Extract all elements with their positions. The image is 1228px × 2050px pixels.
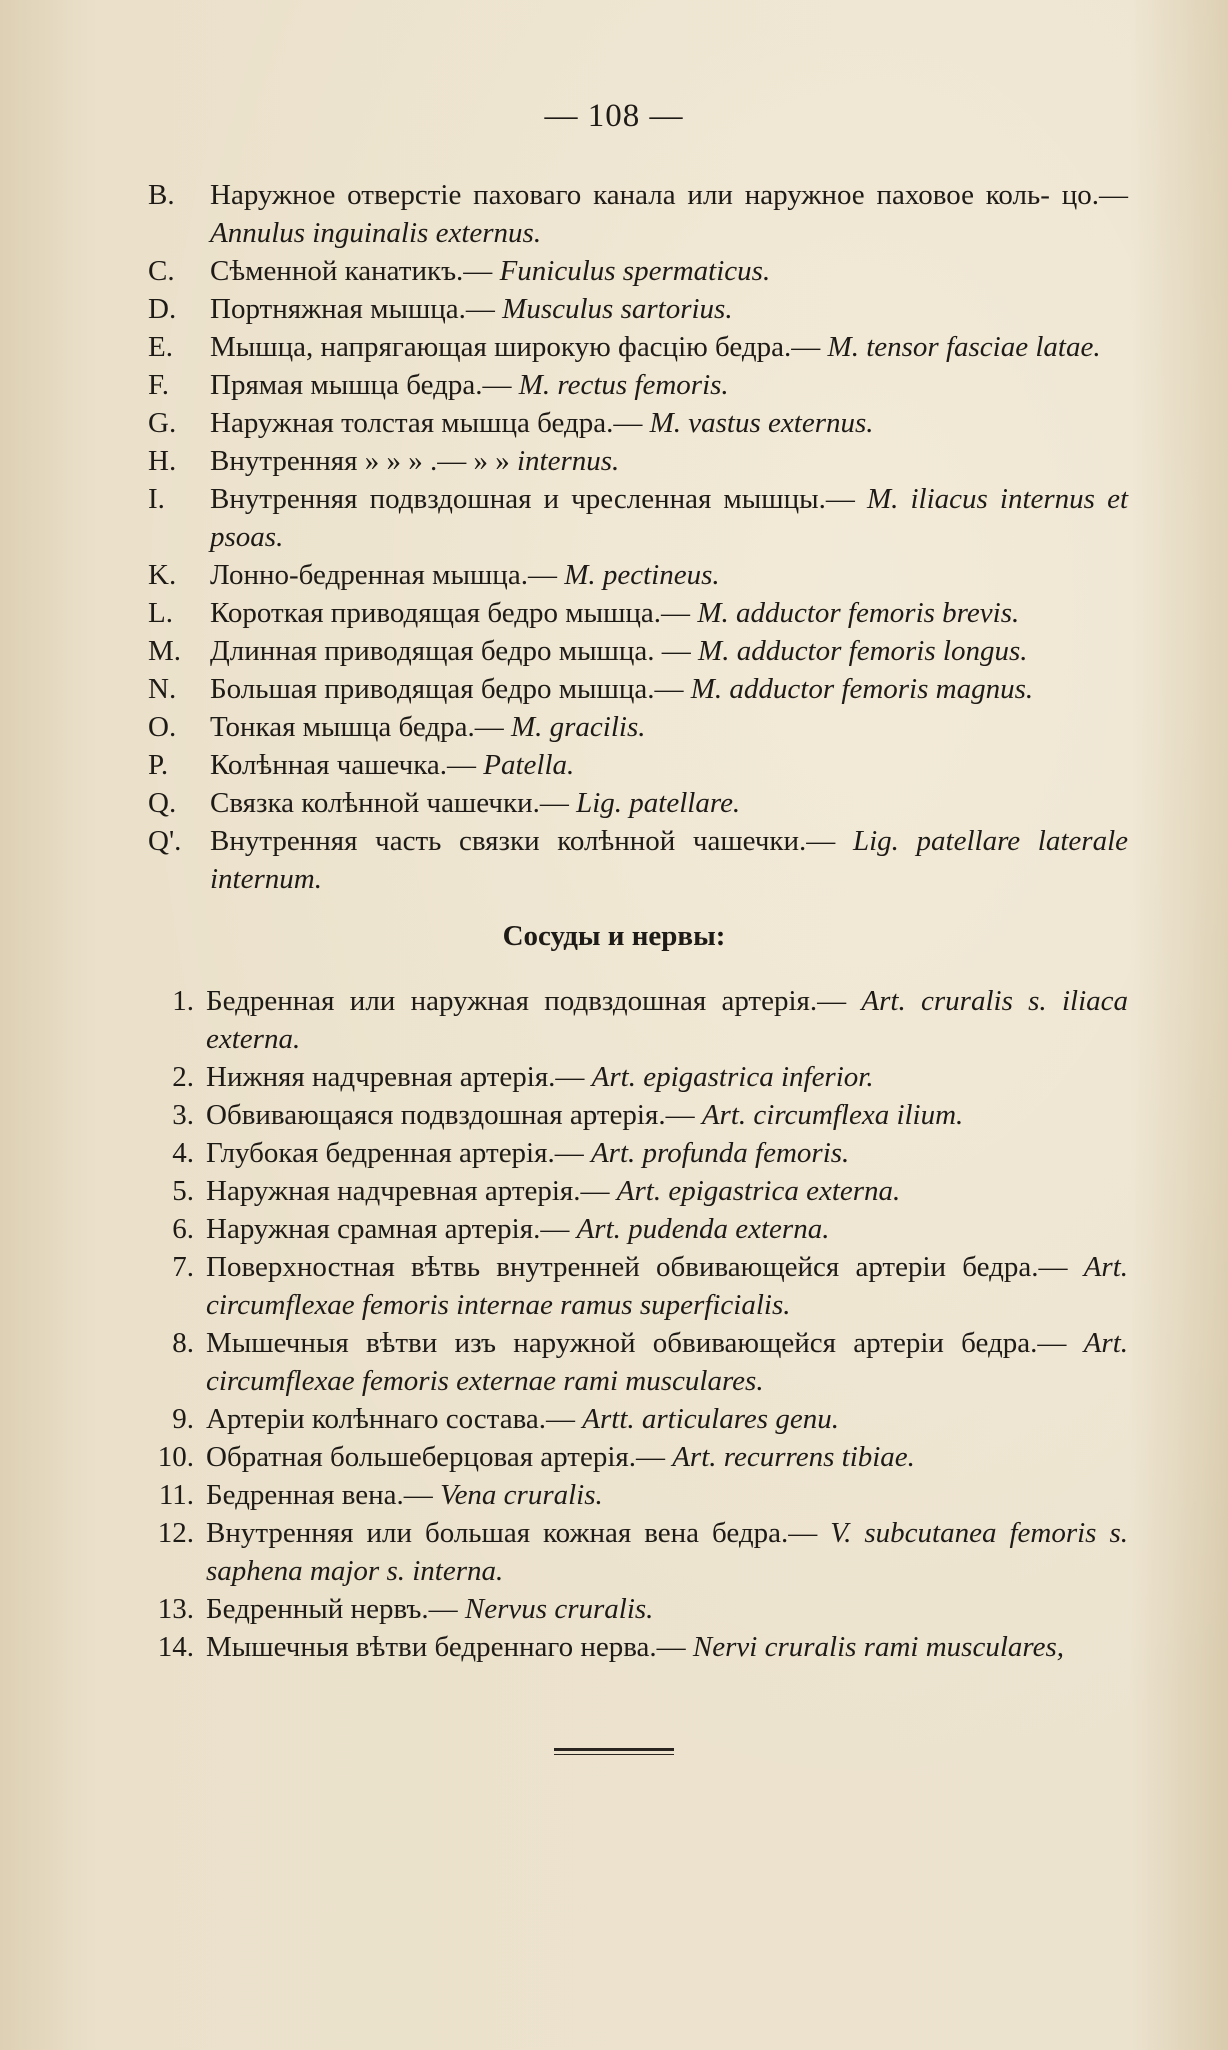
entry-label: F.	[148, 369, 170, 401]
lettered-entry	[148, 822, 1128, 898]
entry-text	[210, 746, 1128, 784]
latin-term: Nervi cruralis rami musculares,	[692, 1631, 1064, 1663]
entry-label: P.	[148, 749, 169, 781]
entry-text	[210, 328, 1128, 366]
latin-term: Lig. patellare laterale internum.	[210, 825, 1128, 895]
numbered-entry	[140, 1476, 1128, 1514]
russian-term: Обратная большеберцовая артерія.—	[206, 1441, 665, 1473]
entry-text	[206, 1248, 1128, 1324]
latin-term: Art. profunda femoris.	[590, 1137, 850, 1169]
numbered-entry	[140, 1324, 1128, 1400]
entry-label: Q.	[148, 787, 177, 819]
lettered-legend-list	[148, 176, 1128, 898]
russian-term: Мышечныя вѣтви бедреннаго нерва.—	[206, 1631, 686, 1663]
entry-label: I.	[148, 483, 165, 515]
entry-label: 7.	[172, 1251, 194, 1283]
numbered-entry	[140, 1514, 1128, 1590]
entry-text	[206, 1058, 1128, 1096]
lettered-entry	[148, 366, 1128, 404]
latin-term: M. adductor femoris brevis.	[697, 597, 1020, 629]
entry-label: 6.	[172, 1213, 194, 1245]
latin-term: Art. epigastrica inferior.	[591, 1061, 874, 1093]
russian-term: Наружная толстая мышца бедра.—	[210, 407, 643, 439]
entry-text	[206, 1134, 1128, 1172]
entry-text	[210, 822, 1128, 898]
entry-label: D.	[148, 293, 177, 325]
latin-term: Funiculus spermaticus.	[499, 255, 771, 287]
russian-term: Прямая мышца бедра.—	[210, 369, 512, 401]
entry-text	[206, 1324, 1128, 1400]
russian-term: Бедренная вена.—	[206, 1479, 433, 1511]
latin-term: Art. pudenda externa.	[576, 1213, 830, 1245]
russian-term: Длинная приводящая бедро мышца. —	[210, 635, 691, 667]
numbered-entry	[140, 1438, 1128, 1476]
entry-text	[210, 366, 1128, 404]
lettered-entry	[148, 404, 1128, 442]
russian-term: Внутренняя » » » .— » »	[210, 445, 510, 477]
latin-term: M. adductor femoris longus.	[698, 635, 1028, 667]
russian-term: Колѣнная чашечка.—	[210, 749, 477, 781]
entry-text	[210, 252, 1128, 290]
latin-term: M. pectineus.	[564, 559, 720, 591]
numbered-entry	[140, 1058, 1128, 1096]
entry-text	[210, 176, 1128, 252]
latin-term: Art. circumflexae femoris internae ramus superficialis.	[206, 1251, 1129, 1321]
latin-term: Patella.	[483, 749, 575, 781]
entry-text	[210, 404, 1128, 442]
entry-label: B.	[148, 179, 175, 211]
entry-label: H.	[148, 445, 177, 477]
latin-term: M. vastus externus.	[649, 407, 874, 439]
russian-term: Внутренняя или большая кожная вена бедра.—	[206, 1517, 818, 1549]
entry-text	[206, 1438, 1128, 1476]
lettered-entry	[148, 442, 1128, 480]
entry-label: O.	[148, 711, 177, 743]
lettered-entry	[148, 746, 1128, 784]
entry-label: 3.	[172, 1099, 194, 1131]
lettered-entry	[148, 784, 1128, 822]
entry-text	[210, 556, 1128, 594]
entry-label: C.	[148, 255, 175, 287]
entry-label: Q'.	[148, 825, 182, 857]
entry-label: 8.	[172, 1327, 194, 1359]
russian-term: Сѣменной канатикъ.—	[210, 255, 493, 287]
russian-term: Бедренный нервъ.—	[206, 1593, 458, 1625]
numbered-entry	[140, 1210, 1128, 1248]
latin-term: Lig. patellare.	[576, 787, 741, 819]
entry-label: L.	[148, 597, 173, 629]
russian-term: Нижняя надчревная артерія.—	[206, 1061, 585, 1093]
russian-term: Мышечныя вѣтви изъ наружной обвивающейся артеріи бедра.—	[206, 1327, 1067, 1359]
entry-text	[210, 290, 1128, 328]
latin-term: Art. epigastrica externa.	[616, 1175, 901, 1207]
entry-text	[210, 670, 1128, 708]
numbered-entry	[140, 982, 1128, 1058]
russian-term: Глубокая бедренная артерія.—	[206, 1137, 584, 1169]
latin-term: Vena cruralis.	[440, 1479, 603, 1511]
lettered-entry	[148, 290, 1128, 328]
latin-term: M. tensor fasciae latae.	[827, 331, 1101, 363]
lettered-entry	[148, 708, 1128, 746]
entry-label: N.	[148, 673, 177, 705]
russian-term: Лонно-бедренная мышца.—	[210, 559, 557, 591]
end-rule	[554, 1748, 674, 1751]
entry-label: 12.	[157, 1517, 194, 1549]
numbered-entry	[140, 1628, 1128, 1666]
lettered-entry	[148, 632, 1128, 670]
entry-text	[206, 1514, 1128, 1590]
numbered-entry	[140, 1590, 1128, 1628]
lettered-entry	[148, 556, 1128, 594]
numbered-entry	[140, 1134, 1128, 1172]
entry-label: 9.	[172, 1403, 194, 1435]
entry-text	[206, 1096, 1128, 1134]
lettered-entry	[148, 594, 1128, 632]
latin-term: Artt. articulares genu.	[582, 1403, 839, 1435]
entry-label: 2.	[172, 1061, 194, 1093]
entry-text	[206, 1476, 1128, 1514]
entry-text	[210, 442, 1128, 480]
latin-term: V. subcutanea femoris s. saphena major s. interna.	[206, 1517, 1128, 1587]
numbered-entry	[140, 1096, 1128, 1134]
entry-label: 1.	[172, 985, 194, 1017]
section-title: Сосуды и нервы:	[502, 920, 726, 952]
russian-term: Внутренняя подвздошная и чресленная мышцы.—	[210, 483, 855, 515]
latin-term: internus.	[516, 445, 620, 477]
entry-label: 13.	[157, 1593, 194, 1625]
latin-term: Nervus cruralis.	[464, 1593, 654, 1625]
entry-text	[206, 1210, 1128, 1248]
russian-term: Обвивающаяся подвздошная артерія.—	[206, 1099, 695, 1131]
lettered-entry	[148, 670, 1128, 708]
latin-term: Musculus sartorius.	[502, 293, 733, 325]
russian-term: Внутренняя часть связки колѣнной чашечки.—	[210, 825, 836, 857]
russian-term: Наружное отверстіе паховаго канала или наружное паховое коль- цо.—	[210, 179, 1128, 211]
latin-term: Art. circumflexa ilium.	[701, 1099, 964, 1131]
numbered-entry	[140, 1248, 1128, 1324]
entry-label: G.	[148, 407, 177, 439]
russian-term: Наружная срамная артерія.—	[206, 1213, 570, 1245]
numbered-entry	[140, 1172, 1128, 1210]
entry-label: M.	[148, 635, 182, 667]
russian-term: Наружная надчревная артерія.—	[206, 1175, 610, 1207]
lettered-entry	[148, 252, 1128, 290]
latin-term: Art. circumflexae femoris externae rami musculares.	[206, 1327, 1129, 1397]
entry-text	[206, 1628, 1128, 1666]
russian-term: Мышца, напрягающая широкую фасцію бедра.—	[210, 331, 821, 363]
russian-term: Бедренная или наружная подвздошная артерія.—	[206, 985, 847, 1017]
entry-text	[206, 1400, 1128, 1438]
latin-term: M. iliacus internus et psoas.	[210, 483, 1128, 553]
entry-label: K.	[148, 559, 177, 591]
entry-text	[206, 1172, 1128, 1210]
numbered-entry	[140, 1400, 1128, 1438]
entry-label: E.	[148, 331, 173, 363]
entry-text	[210, 480, 1128, 556]
latin-term: Art. recurrens tibiae.	[672, 1441, 915, 1473]
russian-term: Большая приводящая бедро мышца.—	[210, 673, 684, 705]
latin-term: M. rectus femoris.	[518, 369, 729, 401]
page-number: — 108 —	[544, 98, 684, 134]
entry-text	[206, 982, 1128, 1058]
numbered-legend-list	[140, 982, 1128, 1666]
latin-term: Annulus inguinalis externus.	[210, 217, 542, 249]
entry-text	[210, 708, 1128, 746]
russian-term: Поверхностная вѣтвь внутренней обвивающейся артеріи бедра.—	[206, 1251, 1068, 1283]
entry-label: 5.	[172, 1175, 194, 1207]
entry-label: 4.	[172, 1137, 194, 1169]
lettered-entry	[148, 176, 1128, 252]
latin-term: Art. cruralis s. iliaca externa.	[206, 985, 1129, 1055]
entry-text	[210, 594, 1128, 632]
lettered-entry	[148, 328, 1128, 366]
russian-term: Связка колѣнной чашечки.—	[210, 787, 569, 819]
latin-term: M. gracilis.	[510, 711, 646, 743]
russian-term: Короткая приводящая бедро мышца.—	[210, 597, 691, 629]
russian-term: Артеріи колѣннаго состава.—	[206, 1403, 576, 1435]
entry-label: 10.	[157, 1441, 194, 1473]
latin-term: M. adductor femoris magnus.	[690, 673, 1034, 705]
entry-label: 11.	[158, 1479, 194, 1511]
entry-text	[210, 784, 1128, 822]
entry-label: 14.	[157, 1631, 194, 1663]
entry-text	[206, 1590, 1128, 1628]
lettered-entry	[148, 480, 1128, 556]
russian-term: Портняжная мышца.—	[210, 293, 495, 325]
entry-text	[210, 632, 1128, 670]
end-rule-thin	[554, 1754, 674, 1755]
russian-term: Тонкая мышца бедра.—	[210, 711, 504, 743]
